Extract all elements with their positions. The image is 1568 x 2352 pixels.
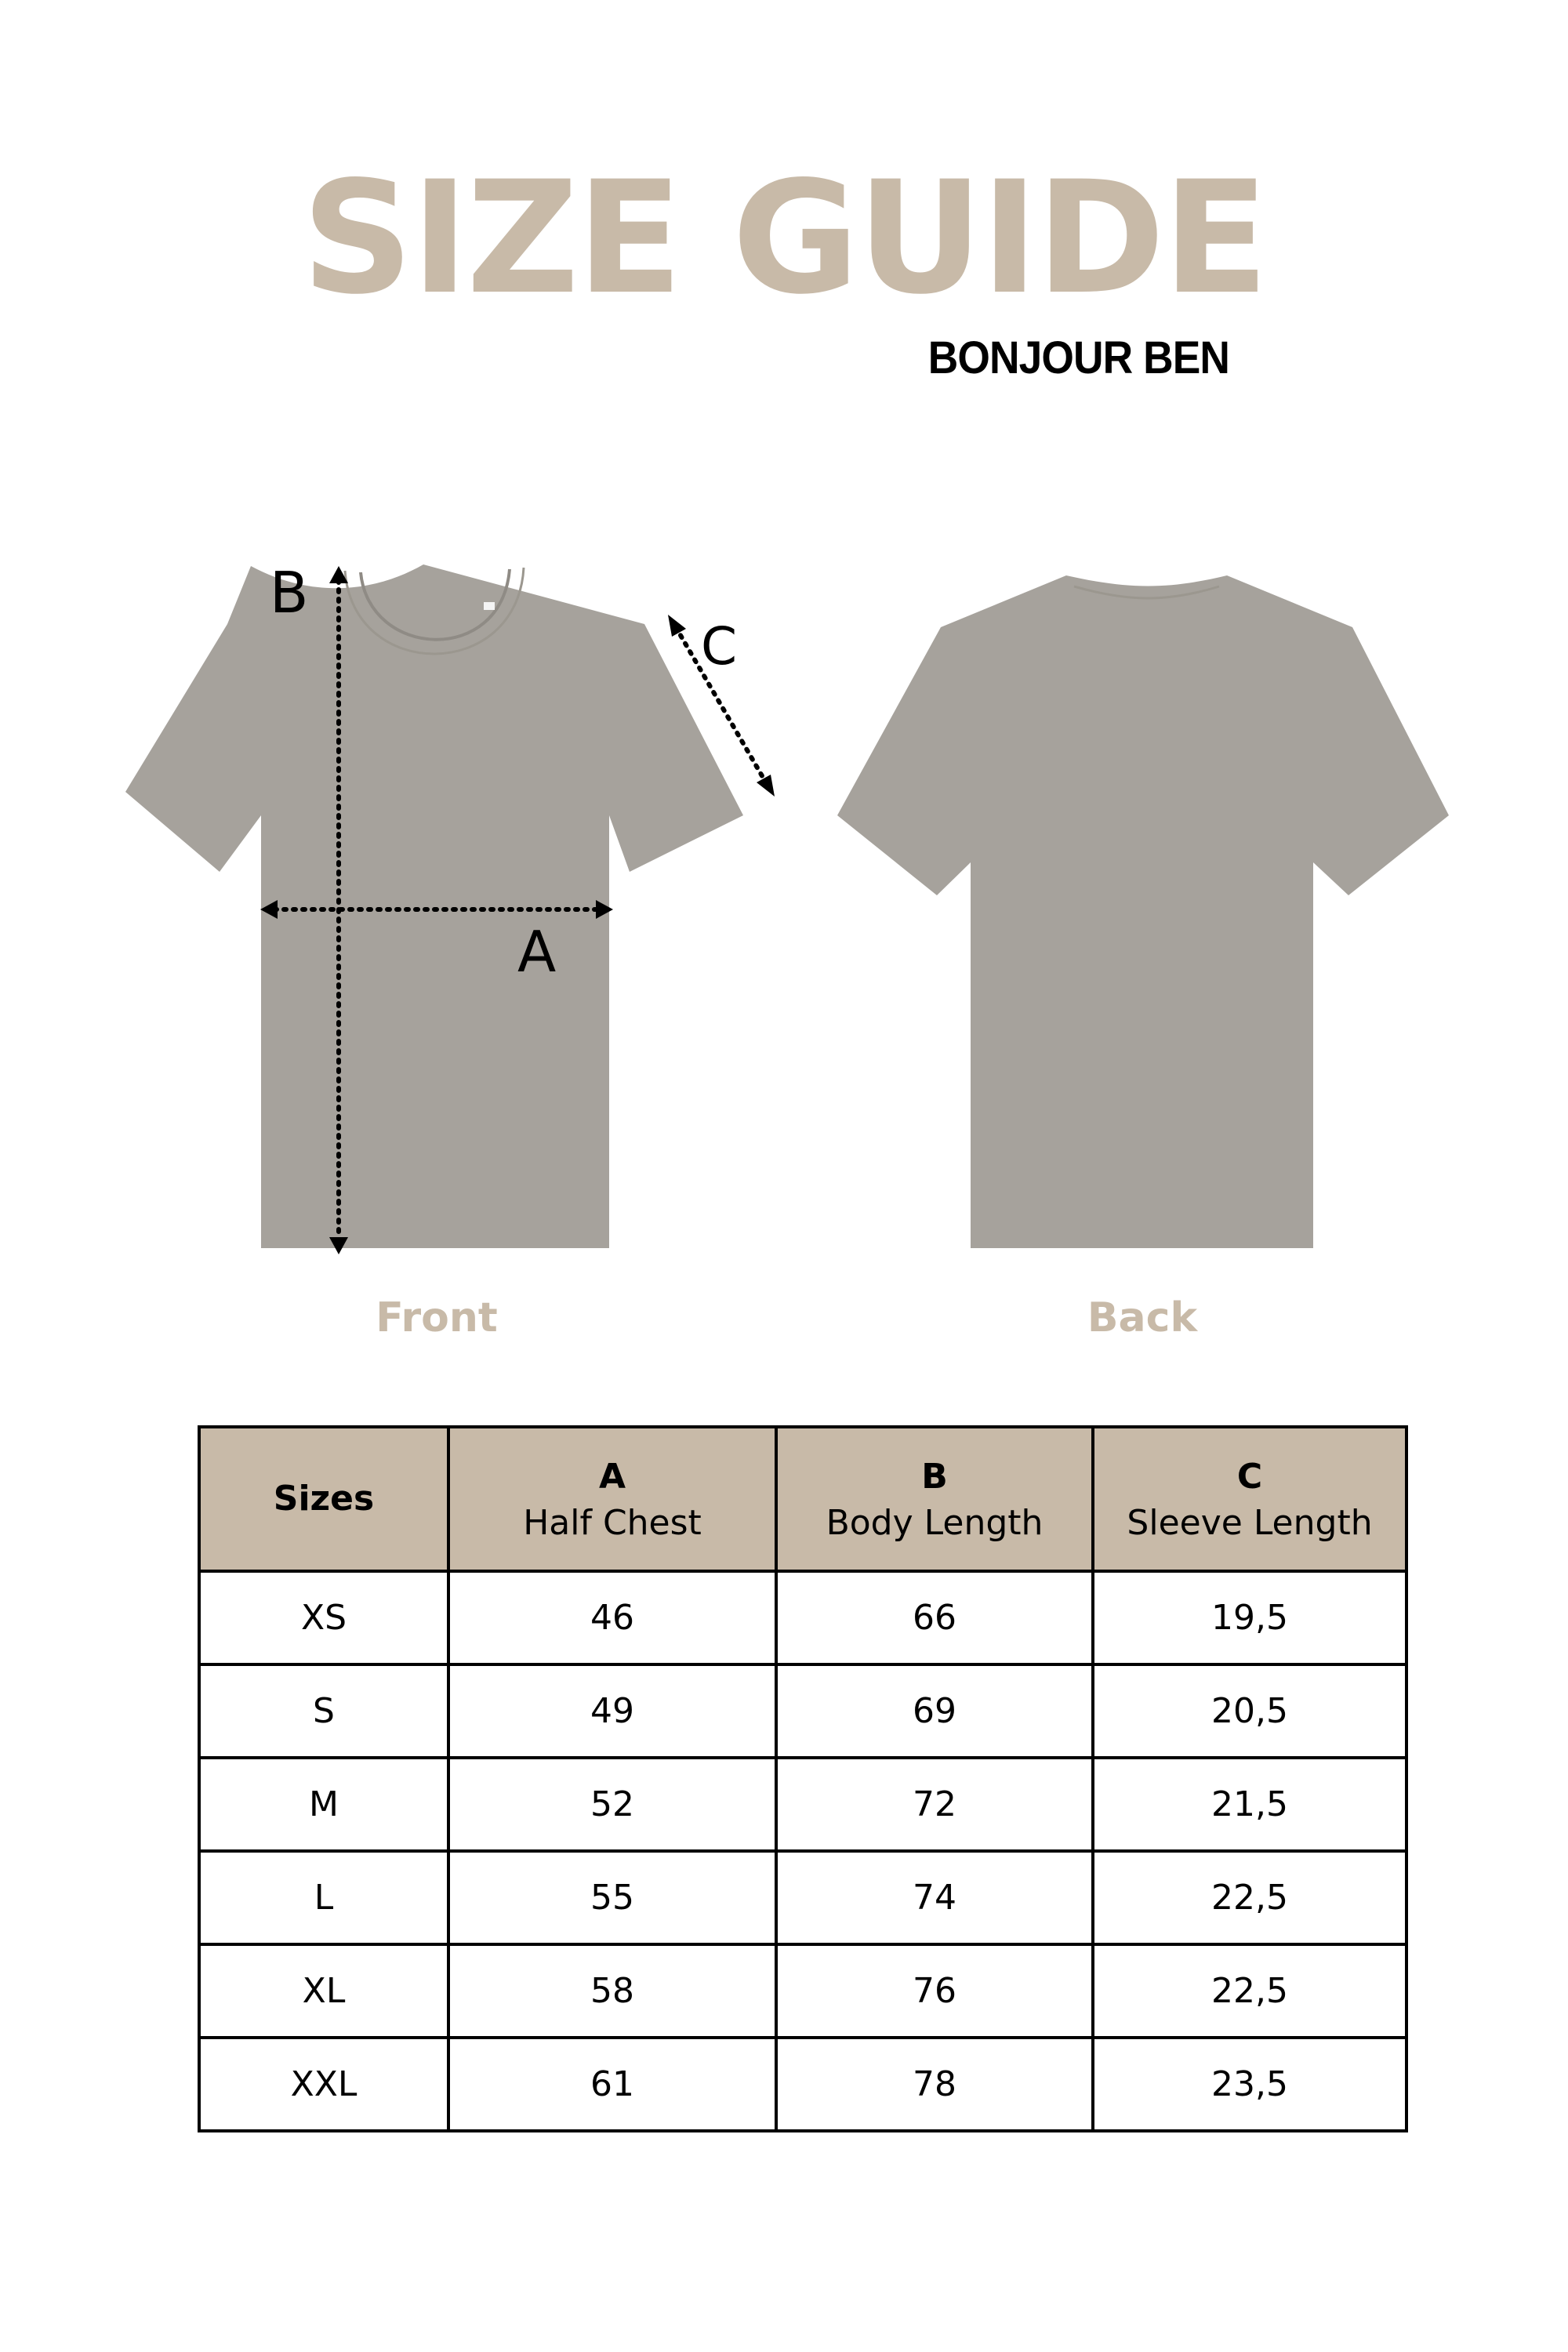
- table-row: [199, 1851, 1406, 1944]
- body-length-cell: 66: [776, 1571, 1093, 1664]
- half-chest-cell: 46: [448, 1571, 776, 1664]
- table-row: [199, 1571, 1406, 1664]
- front-caption: Front: [376, 1294, 498, 1341]
- half-chest-cell: 58: [448, 1944, 776, 2038]
- table-row: [199, 1944, 1406, 2038]
- table-row: [199, 1758, 1406, 1851]
- size-cell: S: [199, 1664, 448, 1758]
- sleeve-length-cell: 19,5: [1093, 1571, 1406, 1664]
- sleeve-length-cell: 23,5: [1093, 2038, 1406, 2131]
- size-cell: M: [199, 1758, 448, 1851]
- measure-label-b: B: [270, 560, 309, 626]
- header-a-label: Half Chest: [523, 1503, 702, 1544]
- sleeve-length-cell: 20,5: [1093, 1664, 1406, 1758]
- table-row: [199, 1664, 1406, 1758]
- back-shirt-diagram: [784, 533, 1568, 1286]
- half-chest-cell: 49: [448, 1664, 776, 1758]
- body-length-cell: 74: [776, 1851, 1093, 1944]
- measure-label-a: A: [517, 919, 557, 985]
- table-row: [199, 2038, 1406, 2131]
- size-table: [198, 1425, 1408, 2132]
- body-length-cell: 76: [776, 1944, 1093, 2038]
- back-shirt-body: [837, 575, 1449, 1248]
- header-a-key: A: [598, 1456, 626, 1497]
- measure-c-arrow-top: [668, 615, 686, 637]
- body-length-cell: 69: [776, 1664, 1093, 1758]
- sleeve-length-cell: 22,5: [1093, 1851, 1406, 1944]
- header-b-key: B: [921, 1456, 948, 1497]
- size-cell: XXL: [199, 2038, 448, 2131]
- body-length-cell: 72: [776, 1758, 1093, 1851]
- size-cell: XS: [199, 1571, 448, 1664]
- front-shirt-diagram: [0, 533, 784, 1286]
- neck-label: [484, 602, 495, 610]
- half-chest-cell: 52: [448, 1758, 776, 1851]
- body-length-cell: 78: [776, 2038, 1093, 2131]
- size-cell: XL: [199, 1944, 448, 2038]
- measure-label-c: C: [701, 616, 738, 677]
- sleeve-length-cell: 21,5: [1093, 1758, 1406, 1851]
- header-b-label: Body Length: [826, 1503, 1044, 1544]
- back-caption: Back: [1087, 1294, 1198, 1341]
- header-sizes-label: Sizes: [273, 1479, 375, 1519]
- size-cell: L: [199, 1851, 448, 1944]
- header-sleeve-length: [1093, 1427, 1406, 1571]
- header-c-key: C: [1236, 1456, 1263, 1497]
- measure-c-arrow-bottom: [757, 775, 775, 797]
- sleeve-length-cell: 22,5: [1093, 1944, 1406, 2038]
- header-half-chest: [448, 1427, 776, 1571]
- header-c-label: Sleeve Length: [1127, 1503, 1373, 1544]
- brand-logo: BONJOUR BEN: [927, 332, 1229, 383]
- header-sizes: [199, 1427, 448, 1571]
- half-chest-cell: 55: [448, 1851, 776, 1944]
- table-header-row: [199, 1427, 1406, 1571]
- page-title: SIZE GUIDE: [301, 147, 1267, 328]
- front-shirt-body: [125, 560, 743, 1248]
- header-body-length: [776, 1427, 1093, 1571]
- half-chest-cell: 61: [448, 2038, 776, 2131]
